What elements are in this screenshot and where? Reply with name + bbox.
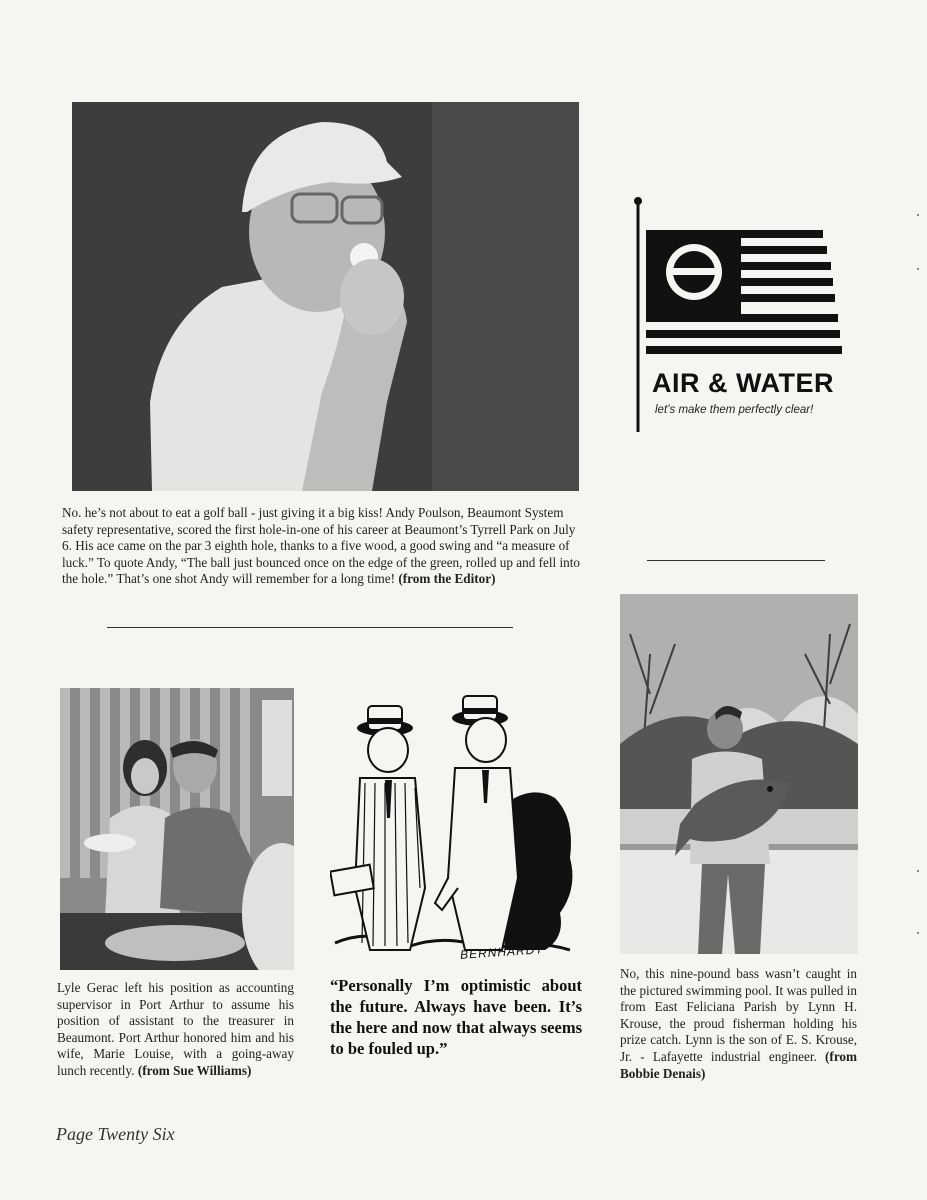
margin-mark bbox=[917, 268, 919, 270]
lunch-caption-source: (from Sue Williams) bbox=[137, 1062, 252, 1078]
cartoon-illustration bbox=[330, 688, 582, 968]
air-water-logo bbox=[628, 196, 848, 436]
logo-title: AIR & WATER bbox=[652, 368, 834, 398]
bass-photo bbox=[620, 594, 858, 954]
page-number: Page Twenty Six bbox=[56, 1124, 175, 1144]
golf-photo bbox=[72, 102, 579, 491]
cartoon-signature: BERNHARDT bbox=[459, 942, 545, 962]
lunch-caption-text: Lyle Gerac left his position as accounting supervisor in Port Arthur to assume his position of assistant to the treasurer in Beaumont. Port Arthur honored him and his wife, Marie Louise, with a going-away lunch recently. bbox=[57, 980, 294, 1078]
cartoon-quote: “Personally I’m optimistic about the future. Always have been. It’s the here and now that always seems to be fouled up.” bbox=[330, 976, 582, 1058]
lunch-photo bbox=[60, 688, 294, 970]
margin-mark bbox=[917, 214, 919, 216]
divider-left bbox=[107, 627, 513, 628]
margin-mark bbox=[917, 870, 919, 872]
bass-caption-source: (from Bobbie Denais) bbox=[620, 1048, 858, 1081]
golf-caption bbox=[62, 505, 588, 588]
divider-right bbox=[647, 560, 825, 561]
bass-caption-text: No, this nine-pound bass wasn’t caught in the pictured swimming pool. It was pulled in from East Feliciana Parish by Lynn H. Krouse, the proud fisherman holding his prize catch. Lynn is the son of E. S. Krouse, Jr. - Lafayette industrial engineer. bbox=[620, 966, 857, 1064]
logo-tagline: let’s make them perfectly clear! bbox=[655, 404, 814, 416]
golf-caption-source: (from the Editor) bbox=[398, 571, 496, 587]
golf-caption-text: No. he’s not about to eat a golf ball - just giving it a big kiss! Andy Poulson, Beaumont System safety representative, scored the first hole-in-one of his career at Beaumont’s Tyrrell Park on July 6. His ace came on the par 3 eighth hole, thanks to a five wood, a good swing and “a measure of luck.” To quote Andy, “The ball just bounced once on the edge of the green, rolled up and fell into the hole.” That’s one shot Andy will remember for a long time! bbox=[62, 505, 580, 587]
lunch-caption bbox=[57, 980, 294, 1080]
margin-mark bbox=[917, 932, 919, 934]
bass-caption bbox=[620, 966, 857, 1082]
